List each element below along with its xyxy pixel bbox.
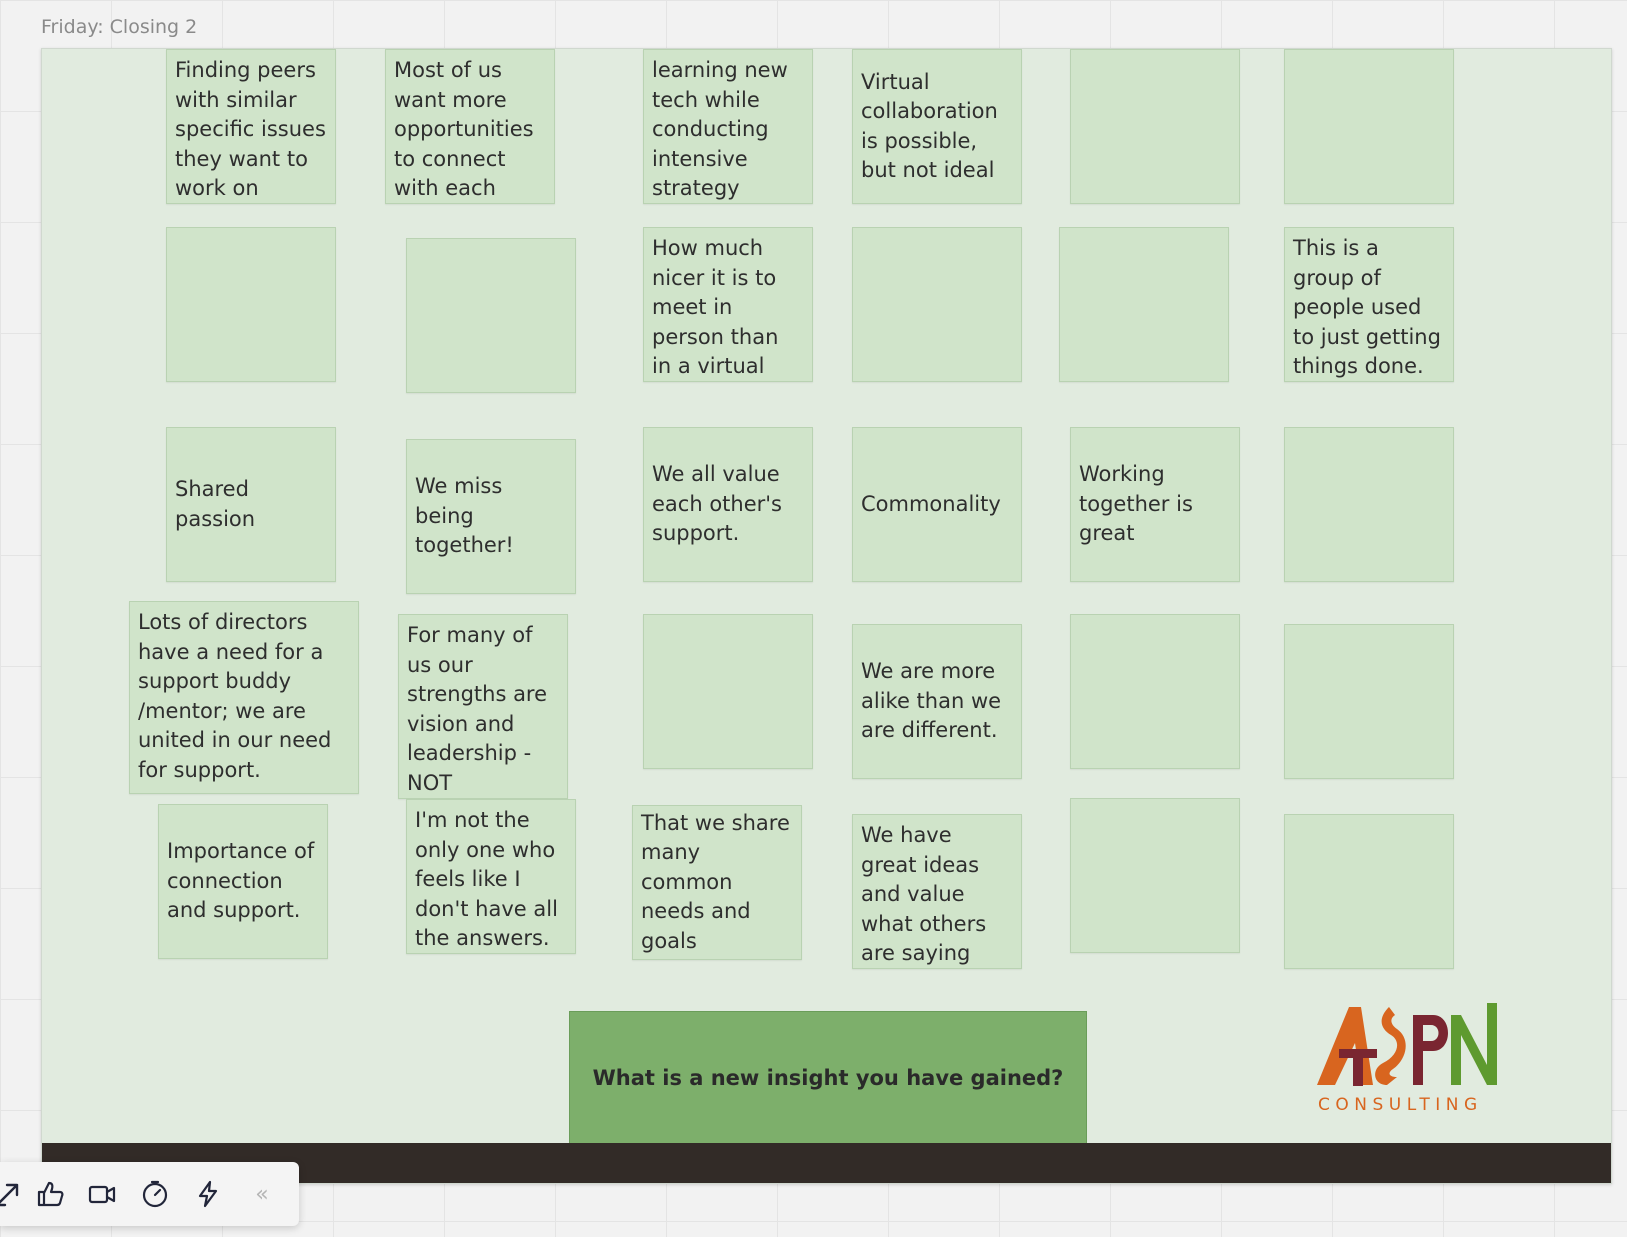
collapse-chevrons-icon[interactable]: « [255,1181,269,1207]
expand-icon[interactable] [0,1176,26,1212]
sticky-note[interactable]: learning new tech while conducting intensive strategy [643,49,813,204]
thumbs-up-icon[interactable] [32,1176,68,1212]
lightning-icon[interactable] [190,1176,226,1212]
sticky-note[interactable] [643,614,813,769]
sticky-note[interactable]: I'm not the only one who feels like I don't have all the answers. [406,799,576,954]
sticky-note[interactable]: Virtual collaboration is possible, but not ideal [852,49,1022,204]
sticky-note[interactable]: For many of us our strengths are vision and leadership - NOT [398,614,568,799]
question-card[interactable]: What is a new insight you have gained? [569,1011,1087,1145]
sticky-note[interactable] [166,227,336,382]
sticky-note[interactable]: Most of us want more opportunities to connect with each [385,49,555,204]
sticky-note[interactable] [1070,49,1240,204]
sticky-note[interactable]: We all value each other's support. [643,427,813,582]
bottom-toolbar [0,1162,299,1226]
timer-icon[interactable] [137,1176,173,1212]
video-camera-icon[interactable] [84,1176,120,1212]
sticky-note[interactable] [1059,227,1229,382]
sticky-note[interactable]: Commonality [852,427,1022,582]
sticky-note[interactable] [1284,814,1454,969]
sticky-note[interactable] [406,238,576,393]
atspn-consulting-logo [1315,985,1505,1110]
sticky-note[interactable]: That we share many common needs and goals [632,805,802,960]
sticky-note[interactable] [1284,49,1454,204]
sticky-note[interactable] [1284,624,1454,779]
logo-mark-icon [1315,985,1505,1110]
sticky-note[interactable]: We have great ideas and value what others are saying [852,814,1022,969]
svg-text:CONSULTING: CONSULTING [1318,1095,1483,1110]
sticky-note[interactable]: Finding peers with similar specific issues they want to work on [166,49,336,204]
sticky-note[interactable] [1284,427,1454,582]
sticky-note[interactable]: How much nicer it is to meet in person than in a virtual [643,227,813,382]
sticky-note[interactable]: We are more alike than we are different. [852,624,1022,779]
sticky-note[interactable]: Working together is great [1070,427,1240,582]
sticky-note[interactable] [1070,614,1240,769]
sticky-note[interactable]: Shared passion [166,427,336,582]
sticky-note[interactable]: Importance of connection and support. [158,804,328,959]
frame-title[interactable]: Friday: Closing 2 [41,16,198,38]
sticky-note[interactable]: We miss being together! [406,439,576,594]
sticky-note[interactable] [852,227,1022,382]
sticky-note[interactable]: Lots of directors have a need for a support buddy /mentor; we are united in our need for support. [129,601,359,794]
sticky-note[interactable] [1070,798,1240,953]
sticky-note[interactable]: This is a group of people used to just getting things done. [1284,227,1454,382]
